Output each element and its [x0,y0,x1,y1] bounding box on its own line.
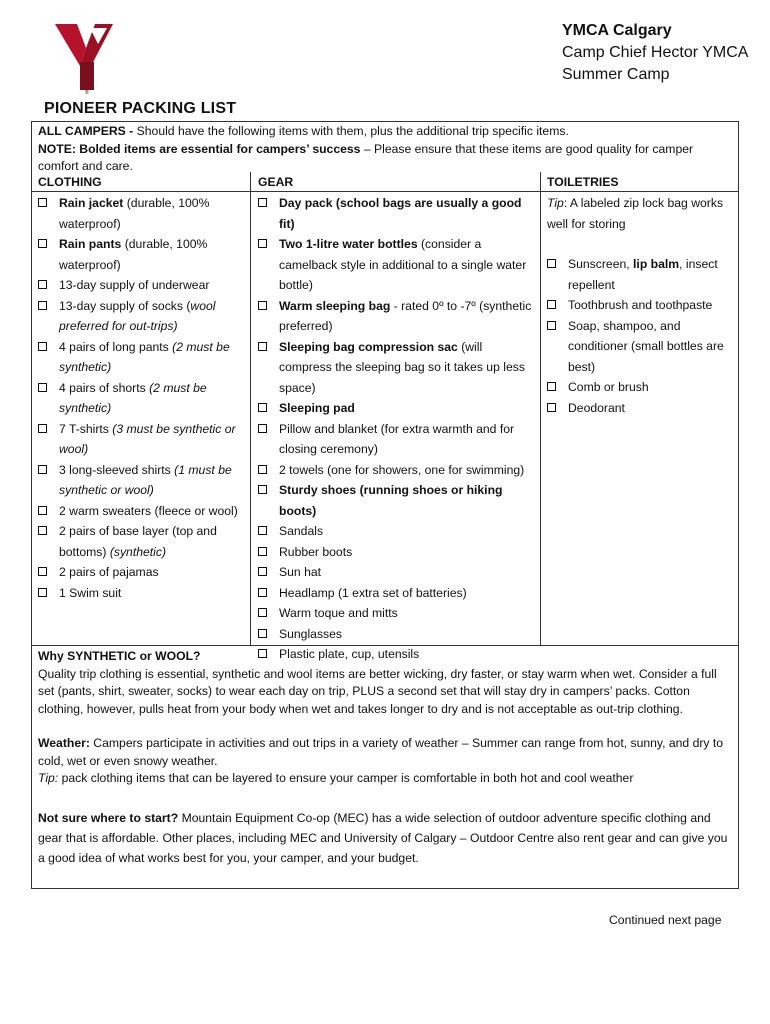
intro-text: Should have the following items with them, plus the additional trip specific items. [133,124,569,138]
list-item: Sunglasses [258,624,538,645]
list-item: Sturdy shoes (running shoes or hiking boots) [258,480,538,521]
gear-list [258,193,538,665]
checkbox[interactable] [258,588,267,597]
list-item: Soap, shampoo, and conditioner (small bottles are best) [547,316,735,378]
toiletries-list [547,193,735,418]
checkbox[interactable] [258,485,267,494]
checkbox[interactable] [258,547,267,556]
checkbox[interactable] [547,403,556,412]
checkbox[interactable] [258,567,267,576]
ymca-logo [55,22,115,94]
list-item: 13-day supply of underwear [38,275,246,296]
checkbox[interactable] [258,301,267,310]
org-name: YMCA Calgary [562,22,672,39]
tip-paragraph: Tip: pack clothing items that can be layered to ensure your camper is comfortable in both hot and cool weather [38,771,634,785]
list-item: Sandals [258,521,538,542]
checkbox[interactable] [38,567,47,576]
checkbox[interactable] [547,259,556,268]
list-item: Rubber boots [258,542,538,563]
gear-header: GEAR [258,175,294,189]
why-heading: Why SYNTHETIC or WOOL? [38,649,201,663]
list-item: Sleeping bag compression sac (will compress the sleeping bag so it takes up less space) [258,337,538,399]
clothing-header: CLOTHING [38,175,102,189]
clothing-list [38,193,246,603]
page-title: PIONEER PACKING LIST [44,100,237,117]
list-item: Pillow and blanket (for extra warmth and for closing ceremony) [258,419,538,460]
list-item: Warm toque and mitts [258,603,538,624]
checkbox[interactable] [38,342,47,351]
checkbox[interactable] [38,198,47,207]
list-item: 4 pairs of shorts (2 must be synthetic) [38,378,246,419]
list-item: 3 long-sleeved shirts (1 must be synthetic or wool) [38,460,246,501]
checkbox[interactable] [547,321,556,330]
checkbox[interactable] [258,342,267,351]
list-item: Sun hat [258,562,538,583]
list-item: 2 pairs of base layer (top and bottoms) (synthetic) [38,521,246,562]
checkbox[interactable] [258,526,267,535]
checkbox[interactable] [258,424,267,433]
checkbox[interactable] [38,424,47,433]
column-divider [250,172,251,645]
list-item: Rain jacket (durable, 100% waterproof) [38,193,246,234]
list-item: 2 towels (one for showers, one for swimming) [258,460,538,481]
start-paragraph: Not sure where to start? Mountain Equipment Co-op (MEC) has a wide selection of outdoor adventure specific clothing and gear that is affordable. Other places, including MEC and University of Calgary – Outdoor Centre also rent gear and can give you a good idea of what works best for you, your camper, and your budget. [38,810,728,865]
list-item: Two 1-litre water bottles (consider a camelback style in additional to a single water bottle) [258,234,538,296]
toiletries-tip: Tip: A labeled zip lock bag works well for storing [547,196,724,231]
checkbox[interactable] [258,465,267,474]
intro-label: ALL CAMPERS - [38,124,134,138]
list-item: Deodorant [547,398,735,419]
divider [31,191,739,192]
checkbox[interactable] [38,301,47,310]
info-section [38,648,728,868]
column-divider [540,172,541,645]
program-name: Summer Camp [562,66,670,83]
list-item: Comb or brush [547,377,735,398]
list-item: Toothbrush and toothpaste [547,295,735,316]
svg-text:®: ® [85,90,89,94]
checkbox[interactable] [38,280,47,289]
list-item: 7 T-shirts (3 must be synthetic or wool) [38,419,246,460]
checkbox[interactable] [258,198,267,207]
weather-paragraph: Weather: Campers participate in activities and out trips in a variety of weather – Summer can range from hot, sunny, and dry to cold, wet or even snowy weather. [38,736,724,768]
checkbox[interactable] [258,629,267,638]
list-item: 2 pairs of pajamas [38,562,246,583]
checkbox[interactable] [547,300,556,309]
checkbox[interactable] [547,382,556,391]
divider [31,645,739,646]
continued-note: Continued next page [609,913,722,927]
list-item: 1 Swim suit [38,583,246,604]
checkbox[interactable] [258,608,267,617]
checkbox[interactable] [38,506,47,515]
list-item: Plastic plate, cup, utensils [258,644,538,665]
checkbox[interactable] [38,588,47,597]
header-block [562,20,748,86]
list-item: 4 pairs of long pants (2 must be synthetic) [38,337,246,378]
checkbox[interactable] [38,526,47,535]
list-item: Day pack (school bags are usually a good fit) [258,193,538,234]
camp-name: Camp Chief Hector YMCA [562,44,749,61]
why-text: Quality trip clothing is essential, synthetic and wool items are better wicking, dry faster, or stay warm when wet. Consider a full set (pants, shirt, sweater, socks) to wear each day on trip, PLUS a second set that will stay dry in campers’ packs. Cotton clothing, however, pulls heat from your body when wet and takes longer to dry and is not acceptable as out-trip clothing. [38,666,717,716]
checkbox[interactable] [258,239,267,248]
note-label: NOTE: Bolded items are essential for campers’ success [38,141,361,156]
checkbox[interactable] [38,465,47,474]
intro-block [38,123,728,176]
list-item: 13-day supply of socks (wool preferred for out-trips) [38,296,246,337]
list-item: Warm sleeping bag - rated 0º to -7º (synthetic preferred) [258,296,538,337]
list-item: Sunscreen, lip balm, insect repellent [547,254,735,295]
list-item: Headlamp (1 extra set of batteries) [258,583,538,604]
checkbox[interactable] [38,383,47,392]
toiletries-header: TOILETRIES [547,175,619,189]
note-text: – Please ensure that these items are good quality for camper comfort and care. [38,141,694,173]
checkbox[interactable] [38,239,47,248]
list-item: 2 warm sweaters (fleece or wool) [38,501,246,522]
checkbox[interactable] [258,403,267,412]
list-item: Rain pants (durable, 100% waterproof) [38,234,246,275]
list-item: Sleeping pad [258,398,538,419]
